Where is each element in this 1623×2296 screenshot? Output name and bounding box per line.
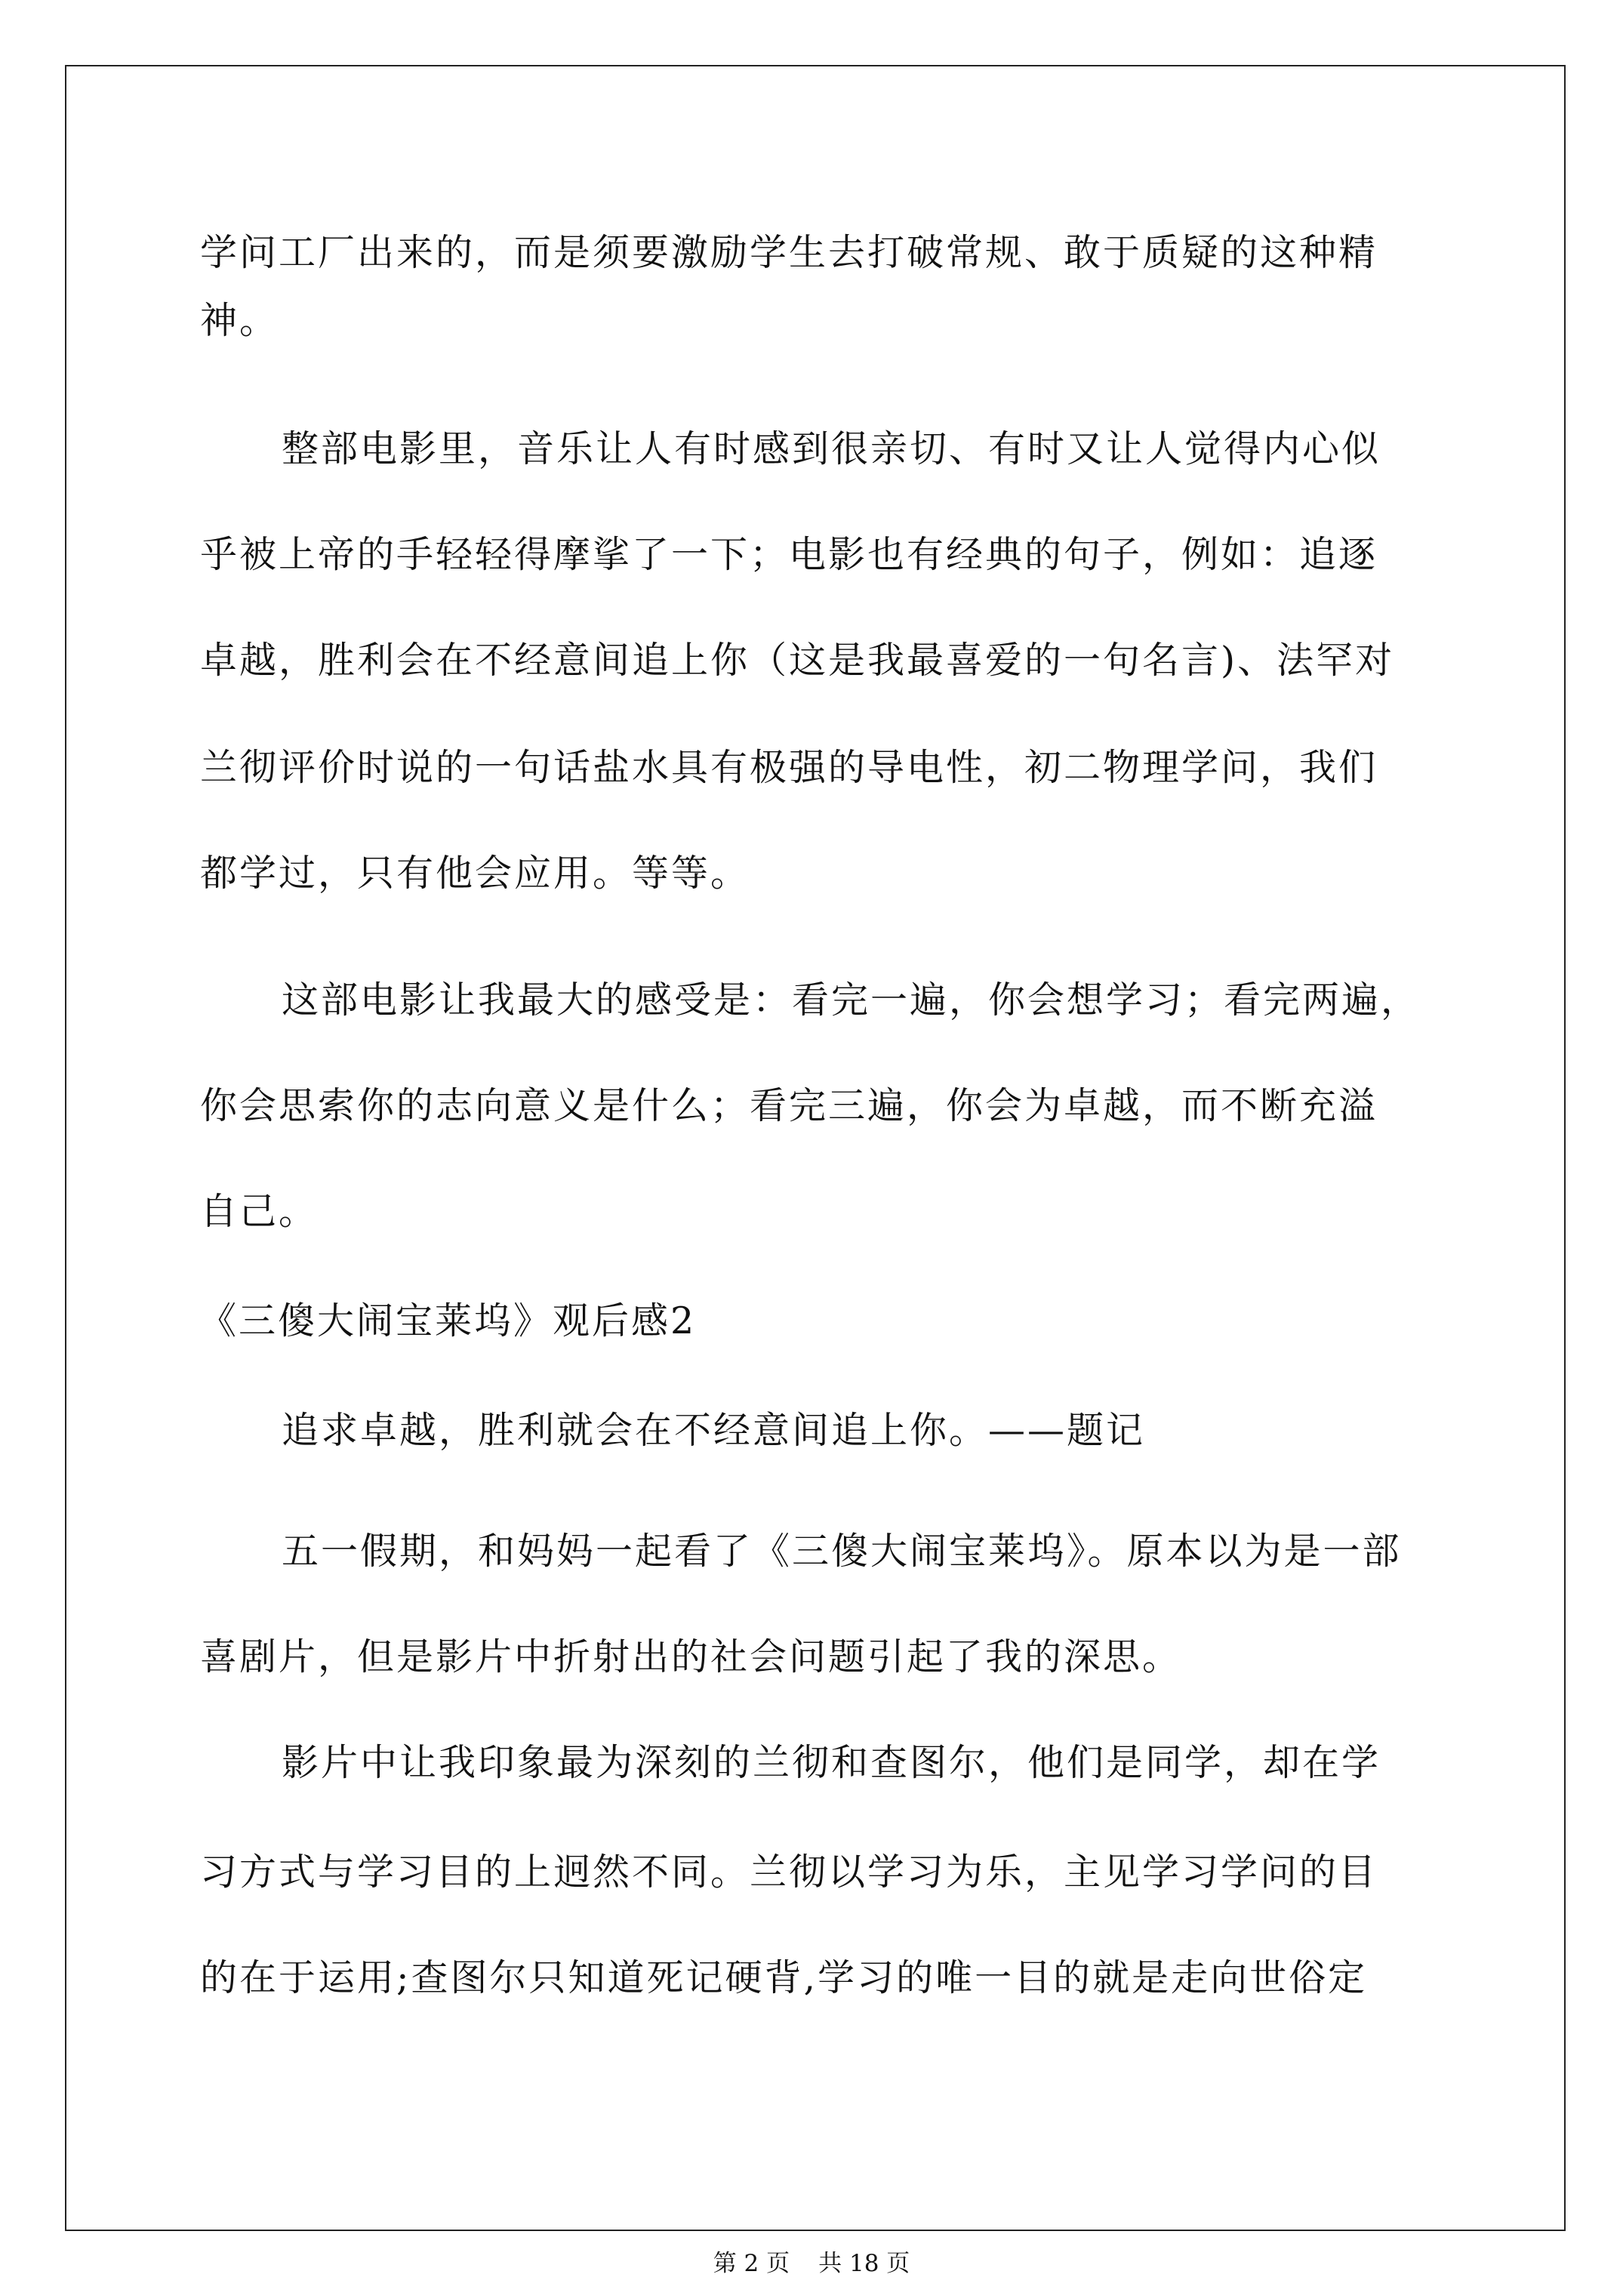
paragraph-start: 这部电影让我最大的感受是：看完一遍，你会想学习；看完两遍，: [282, 978, 1421, 1022]
text-line: 学问工厂出来的，而是须要激励学生去打破常规、敢于质疑的这种精: [200, 231, 1378, 274]
text-line: 的在于运用;查图尔只知道死记硬背,学习的唯一目的就是走向世俗定: [200, 1956, 1368, 1999]
paragraph-start: 影片中让我印象最为深刻的兰彻和查图尔，他们是同学，却在学: [282, 1741, 1381, 1784]
text-line: 兰彻评价时说的一句话盐水具有极强的导电性，初二物理学问，我们: [200, 746, 1378, 789]
page-border: [65, 65, 1566, 2231]
text-line: 卓越，胜利会在不经意间追上你（这是我最喜爱的一句名言)、法罕对: [200, 639, 1395, 682]
paragraph-start: 五一假期，和妈妈一起看了《三傻大闹宝莱坞》。原本以为是一部: [282, 1530, 1402, 1573]
text-line: 喜剧片，但是影片中折射出的社会问题引起了我的深思。: [200, 1635, 1182, 1678]
text-line: 自己。: [200, 1190, 319, 1233]
paragraph-start: 整部电影里，音乐让人有时感到很亲切、有时又让人觉得内心似: [282, 427, 1381, 470]
page-number: 第 2 页: [713, 2250, 790, 2277]
epigraph: 追求卓越，胜利就会在不经意间追上你。——题记: [282, 1409, 1146, 1452]
page-footer: [0, 2248, 1623, 2279]
section-heading: 《三傻大闹宝莱坞》观后感2: [199, 1299, 697, 1342]
text-line: 神。: [200, 299, 279, 342]
text-line: 都学过，只有他会应用。等等。: [200, 852, 750, 895]
text-line: 习方式与学习目的上迥然不同。兰彻以学习为乐，主见学习学问的目: [200, 1851, 1378, 1894]
page-total: 共 18 页: [818, 2250, 910, 2277]
text-line: 你会思索你的志向意义是什么；看完三遍，你会为卓越，而不断充溢: [200, 1084, 1378, 1127]
text-line: 乎被上帝的手轻轻得摩挲了一下；电影也有经典的句子，例如：追逐: [200, 533, 1378, 576]
